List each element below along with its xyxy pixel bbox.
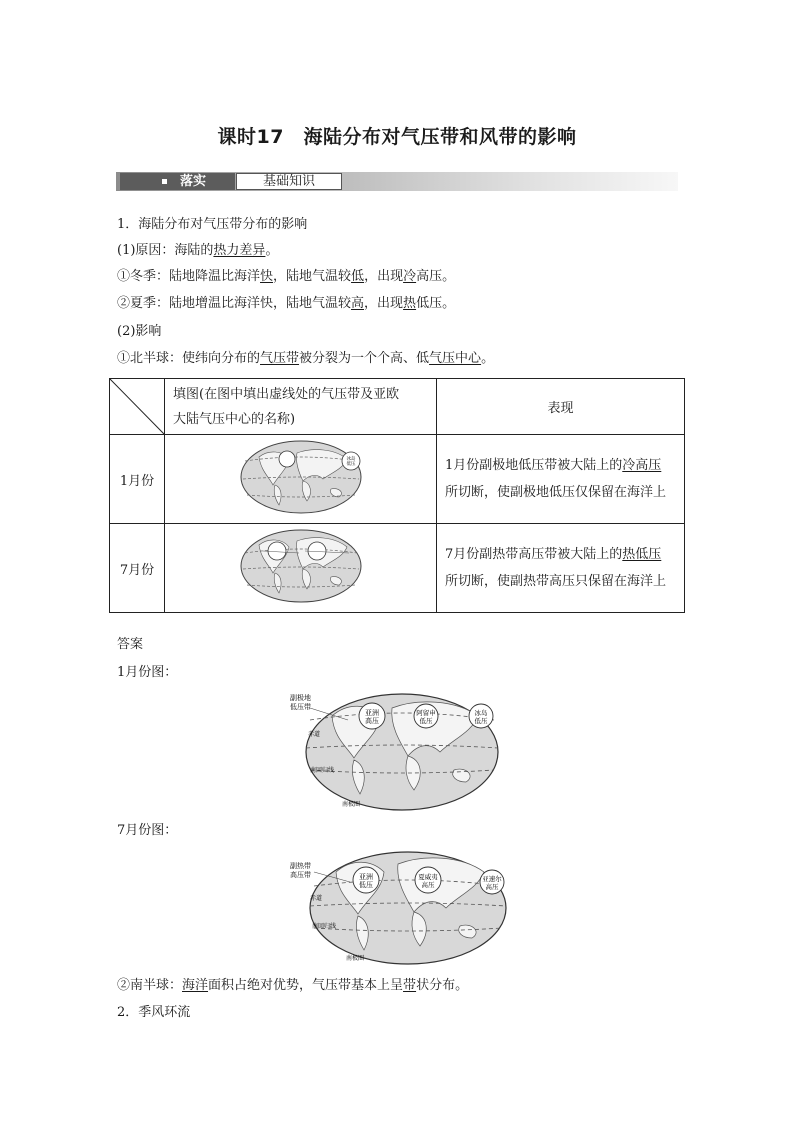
circle-label: 阿留申 <box>416 709 436 717</box>
map-label: 高压带 <box>290 871 311 879</box>
diagonal-header-cell <box>110 379 165 435</box>
paragraph-summer: ②夏季：陆地增温比海洋快，陆地气温较高，出现热低压。 <box>117 296 456 311</box>
header-performance: 表现 <box>437 379 685 435</box>
heading-2: 2．季风环流 <box>117 1005 191 1020</box>
row-label-jan: 1月份 <box>110 435 165 524</box>
square-bullet-icon <box>162 179 167 184</box>
jul-figure-label: 7月份图： <box>117 823 178 838</box>
circle-label: 低压 <box>474 717 488 725</box>
jan-map-cell <box>165 435 437 524</box>
section-label: 基础知识 <box>236 173 342 190</box>
world-map-jan-small <box>239 439 363 515</box>
circle-label: 高压 <box>421 881 435 889</box>
section-tag: 落实 <box>120 173 235 190</box>
map-label: 南极圈 <box>346 955 365 962</box>
table-header-row <box>110 379 685 435</box>
circle-label: 低压 <box>419 717 433 725</box>
map-label: 副热带 <box>290 862 311 870</box>
circle-label: 亚洲 <box>365 709 379 717</box>
circle-label: 亚洲 <box>359 873 373 881</box>
circle-label: 高压 <box>365 717 379 725</box>
table-row <box>110 435 685 524</box>
answer-label: 答案 <box>117 637 144 652</box>
paragraph-winter: ①冬季：陆地降温比海洋快，陆地气温较低，出现冷高压。 <box>117 269 456 284</box>
circle-label: 高压 <box>485 883 499 891</box>
map-label: 赤道 <box>310 895 323 902</box>
world-map-jul-small <box>239 527 363 605</box>
jul-map-cell <box>165 524 437 613</box>
map-label: 副极地 <box>290 694 311 702</box>
circle-label: 冰岛 <box>474 709 488 717</box>
heading-1: 1．海陆分布对气压带分布的影响 <box>117 217 308 232</box>
world-map-jul-answer <box>288 846 522 970</box>
map-label: 低压带 <box>290 703 311 711</box>
circle-label: 低压 <box>359 881 373 889</box>
paragraph-south: ②南半球：海洋面积占绝对优势，气压带基本上呈带状分布。 <box>117 978 469 993</box>
jan-figure-label: 1月份图： <box>117 665 178 680</box>
circle-label: 亚速尔 <box>482 875 502 883</box>
header-fill-map: 填图(在图中填出虚线处的气压带及亚欧 大陆气压中心的名称) <box>165 379 437 435</box>
map-label: 南回归线 <box>310 767 335 774</box>
jul-description: 7月份副热带高压带被大陆上的热低压 所切断，使副热带高压只保留在海洋上 <box>437 524 685 613</box>
map-label: 南极圈 <box>342 801 361 808</box>
paragraph-impact: (2)影响 <box>117 324 162 339</box>
table-row <box>110 524 685 613</box>
map-label: 南回归线 <box>312 923 337 930</box>
jan-description: 1月份副极地低压带被大陆上的冷高压 所切断，使副极地低压仅保留在海洋上 <box>437 435 685 524</box>
jan-small-circle-label: 冰岛 <box>346 457 355 462</box>
map-label: 赤道 <box>308 731 321 738</box>
row-label-jul: 7月份 <box>110 524 165 613</box>
svg-text:低压: 低压 <box>346 462 355 467</box>
circle-label: 夏威夷 <box>418 873 438 881</box>
paragraph-cause: (1)原因：海陆的热力差异。 <box>117 243 279 258</box>
paragraph-north: ①北半球：使纬向分布的气压带被分裂为一个个高、低气压中心。 <box>117 351 495 366</box>
page-title: 课时17 海陆分布对气压带和风带的影响 <box>217 126 577 148</box>
pressure-table <box>109 378 685 613</box>
world-map-jan-answer <box>288 686 506 814</box>
